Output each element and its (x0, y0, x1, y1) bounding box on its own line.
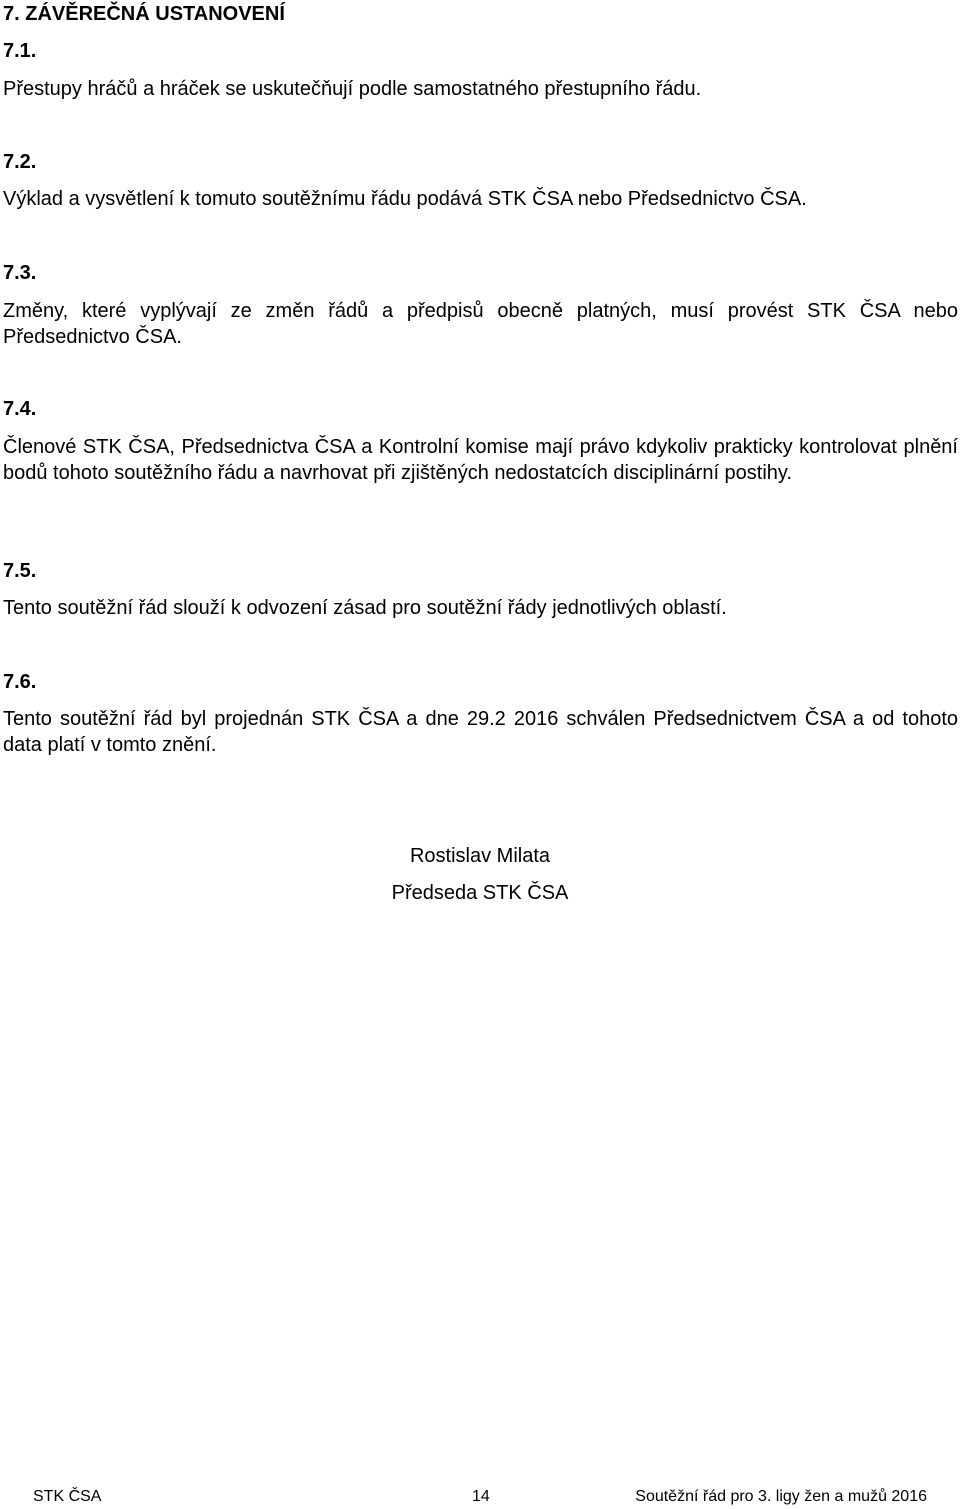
signature-role: Předseda STK ČSA (391, 882, 569, 904)
chapter-heading: 7. ZÁVĚREČNÁ USTANOVENÍ (3, 3, 285, 25)
section-number: 7.3. (3, 262, 37, 284)
footer-right: Soutěžní řád pro 3. ligy žen a mužů 2016 (635, 1488, 927, 1505)
section-text: Přestupy hráčů a hráček se uskutečňují podle samostatného přestupního řádu. (3, 78, 702, 100)
section-text: Výklad a vysvětlení k tomuto soutěžnímu řádu podává STK ČSA nebo Předsednictvo ČSA. (3, 188, 807, 210)
section-text: Členové STK ČSA, Předsednictva ČSA a Kontrolní komise mají právo kdykoliv prakticky kontrolovat plnění bodů tohoto soutěžního řádu a navrhovat při zjištěných nedostatcích disciplinární postihy. (3, 436, 958, 484)
section-number: 7.2. (3, 151, 37, 173)
section-text: Tento soutěžní řád slouží k odvození zásad pro soutěžní řády jednotlivých oblastí. (3, 597, 727, 619)
section-number: 7.6. (3, 671, 37, 693)
signature-name: Rostislav Milata (409, 845, 551, 867)
section-number: 7.4. (3, 398, 37, 420)
footer-left: STK ČSA (33, 1488, 102, 1505)
section-text: Tento soutěžní řád byl projednán STK ČSA a dne 29.2 2016 schválen Předsednictvem ČSA a od tohoto data platí v tomto znění. (3, 708, 958, 756)
footer-page-number: 14 (472, 1488, 490, 1505)
section-text: Změny, které vyplývají ze změn řádů a předpisů obecně platných, musí provést STK ČSA nebo Předsednictvo ČSA. (3, 300, 958, 348)
section-number: 7.5. (3, 560, 37, 582)
section-number: 7.1. (3, 40, 37, 62)
